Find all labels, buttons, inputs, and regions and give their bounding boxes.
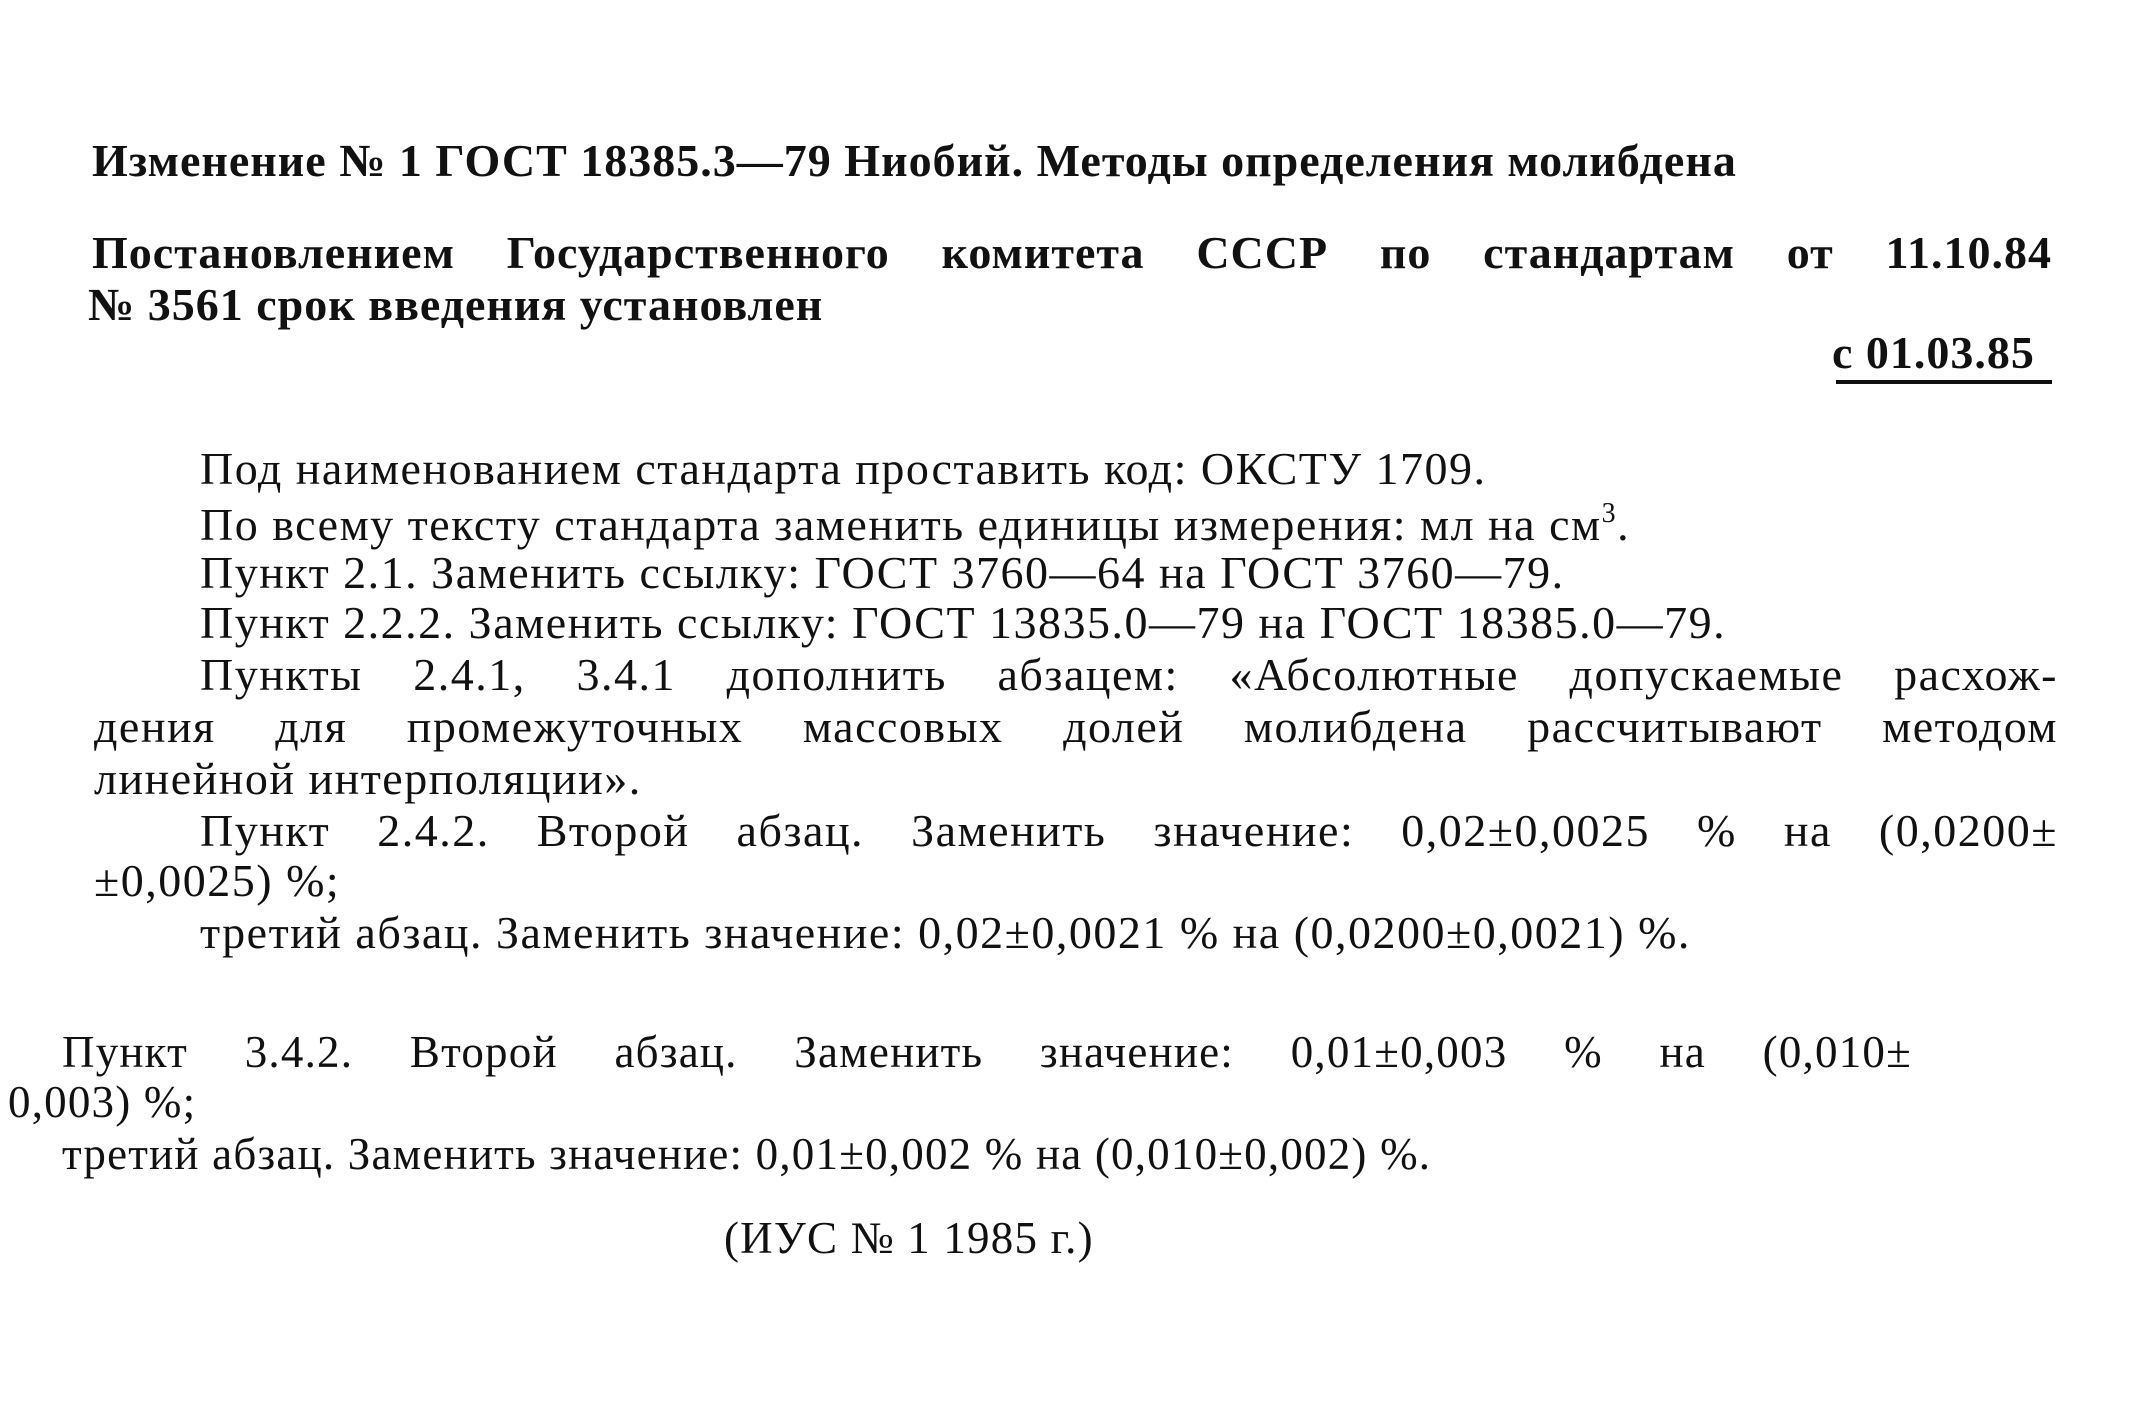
decree-line-2: № 3561 срок введения установлен <box>88 279 824 330</box>
effective-date-underline <box>1836 380 2052 384</box>
units-text: По всему тексту стандарта заменить единицы измерения: мл на см <box>200 499 1602 550</box>
item-3-4-2-line-2: 0,003) %; <box>8 1077 197 1127</box>
item-3-4-2-line-1: Пункт 3.4.2. Второй абзац. Заменить значение: 0,01±0,003 % на (0,010± <box>62 1027 1912 1077</box>
item-2-4-2-line-2: ±0,0025) %; <box>94 855 341 906</box>
units-superscript: 3 <box>1601 498 1618 529</box>
units-end: . <box>1617 499 1631 550</box>
effective-date: с 01.03.85 <box>1832 327 2035 378</box>
item-2-4-2-third-paragraph: третий абзац. Заменить значение: 0,02±0,0021 % на (0,0200±0,0021) %. <box>200 907 1691 958</box>
source-reference: (ИУС № 1 1985 г.) <box>724 1213 1094 1263</box>
units-paragraph <box>200 500 1630 548</box>
items-2-4-1-3-4-1-line-2: дения для промежуточных массовых долей молибдена рассчитывают методом <box>94 701 2058 752</box>
item-2-2-2-paragraph: Пункт 2.2.2. Заменить ссылку: ГОСТ 13835.0—79 на ГОСТ 18385.0—79. <box>200 597 1727 648</box>
okstu-code-paragraph: Под наименованием стандарта проставить код: ОКСТУ 1709. <box>200 443 1487 494</box>
amendment-title: Изменение № 1 ГОСТ 18385.3—79 Ниобий. Методы определения молибдена <box>92 135 1737 186</box>
items-2-4-1-3-4-1-line-1: Пункты 2.4.1, 3.4.1 дополнить абзацем: «Абсолютные допускаемые расхож- <box>200 649 2058 700</box>
items-2-4-1-3-4-1-line-3: линейной интерполяции». <box>94 753 642 804</box>
decree-line-1: Постановлением Государственного комитета СССР по стандартам от 11.10.84 <box>92 227 2052 278</box>
item-3-4-2-third-paragraph: третий абзац. Заменить значение: 0,01±0,002 % на (0,010±0,002) %. <box>62 1129 1432 1179</box>
item-2-4-2-line-1: Пункт 2.4.2. Второй абзац. Заменить значение: 0,02±0,0025 % на (0,0200± <box>200 805 2058 856</box>
item-2-1-paragraph: Пункт 2.1. Заменить ссылку: ГОСТ 3760—64 на ГОСТ 3760—79. <box>200 547 1565 598</box>
